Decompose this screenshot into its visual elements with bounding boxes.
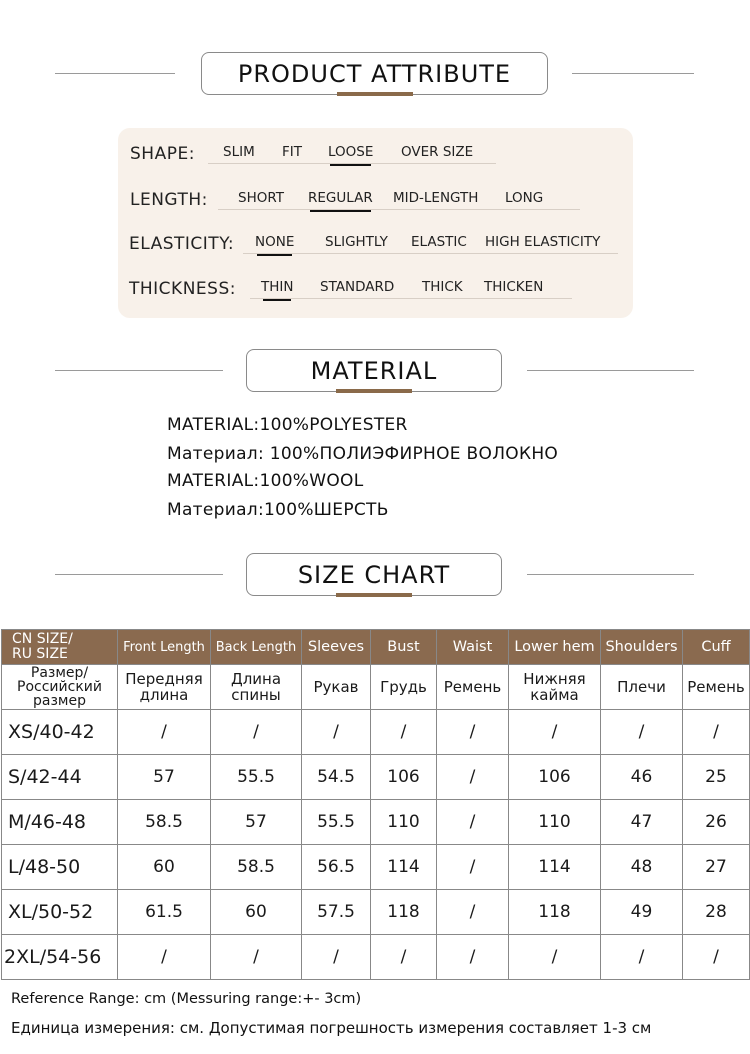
header-cell: Lower hem [509, 630, 601, 665]
value-cell: / [302, 710, 371, 755]
value-cell: 26 [683, 800, 750, 845]
header-cell: Bust [371, 630, 437, 665]
table-row [2, 755, 750, 800]
ru-header-cell [683, 665, 750, 710]
value-cell: / [211, 935, 302, 980]
ru-header-line: длина [139, 686, 189, 704]
product-attribute-heading [201, 52, 548, 95]
table-row [2, 845, 750, 890]
length-option-long: LONG [505, 190, 544, 206]
header-cell: Cuff [683, 630, 750, 665]
value-cell: / [302, 935, 371, 980]
shape-option-slim: SLIM [223, 144, 255, 160]
value-cell: 118 [371, 890, 437, 935]
table-row [2, 710, 750, 755]
size-cell: M/46-48 [2, 800, 118, 845]
heading-accent-bar [336, 389, 412, 393]
ru-header-line: кайма [530, 686, 579, 704]
value-cell: 60 [118, 845, 211, 890]
value-cell: / [683, 710, 750, 755]
size-cell: XS/40-42 [2, 710, 118, 755]
shape-label: SHAPE: [130, 144, 195, 164]
ru-header-line: Рукав [313, 678, 359, 696]
elasticity-label: ELASTICITY: [129, 234, 235, 254]
value-cell: 54.5 [302, 755, 371, 800]
ru-header-cell [437, 665, 509, 710]
value-cell: 46 [601, 755, 683, 800]
divider-left [55, 370, 223, 371]
length-underline [218, 209, 580, 210]
value-cell: 25 [683, 755, 750, 800]
value-cell: 61.5 [118, 890, 211, 935]
value-cell: 27 [683, 845, 750, 890]
thickness-underline [250, 298, 572, 299]
value-cell: / [118, 710, 211, 755]
table-row [2, 935, 750, 980]
value-cell: 55.5 [302, 800, 371, 845]
ru-header-line: Грудь [380, 678, 427, 696]
value-cell: 56.5 [302, 845, 371, 890]
material-title: MATERIAL [310, 356, 438, 385]
value-cell: 48 [601, 845, 683, 890]
divider-right [527, 370, 694, 371]
value-cell: / [437, 755, 509, 800]
ru-header-size [2, 665, 118, 710]
thickness-option-thick: THICK [422, 279, 463, 295]
ru-header-cell [509, 665, 601, 710]
material-line-ru-2: Материал:100%ШЕРСТЬ [167, 500, 389, 520]
length-option-short: SHORT [238, 190, 284, 206]
value-cell: / [601, 710, 683, 755]
header-cell: Sleeves [302, 630, 371, 665]
ru-header-cell [211, 665, 302, 710]
heading-accent-bar [336, 593, 412, 597]
header-size-line: CN SIZE/ [12, 631, 73, 647]
header-cell: Front Length [118, 630, 211, 665]
ru-header-cell [601, 665, 683, 710]
size-cell: L/48-50 [2, 845, 118, 890]
ru-header-line: Ремень [443, 678, 502, 696]
value-cell: 118 [509, 890, 601, 935]
value-cell: / [437, 710, 509, 755]
value-cell: 110 [371, 800, 437, 845]
elasticity-option-none: NONE [255, 234, 295, 250]
value-cell: 57 [211, 800, 302, 845]
value-cell: 58.5 [118, 800, 211, 845]
table-row [2, 800, 750, 845]
value-cell: 60 [211, 890, 302, 935]
ru-header-line: Российский [17, 679, 102, 695]
size-chart-heading [246, 553, 502, 596]
ru-header-line: спины [231, 686, 281, 704]
ru-header-line: Нижняя [523, 670, 586, 688]
value-cell: 114 [371, 845, 437, 890]
header-cell: Shoulders [601, 630, 683, 665]
attribute-panel [118, 128, 633, 318]
header-cell: Waist [437, 630, 509, 665]
shape-option-fit: FIT [282, 144, 302, 160]
value-cell: 106 [371, 755, 437, 800]
value-cell: / [509, 710, 601, 755]
value-cell: / [601, 935, 683, 980]
ru-header-line: Размер/ [30, 665, 89, 681]
value-cell: / [437, 845, 509, 890]
divider-right [572, 73, 694, 74]
value-cell: 57 [118, 755, 211, 800]
table-ru-header-row [2, 665, 750, 710]
value-cell: 106 [509, 755, 601, 800]
elasticity-option-high-elasticity: HIGH ELASTICITY [485, 234, 601, 250]
elasticity-option-elastic: ELASTIC [411, 234, 467, 250]
size-chart-table [1, 629, 750, 980]
value-cell: 114 [509, 845, 601, 890]
value-cell: / [371, 935, 437, 980]
size-cell: XL/50-52 [2, 890, 118, 935]
shape-option-loose: LOOSE [328, 144, 374, 160]
header-size-line: RU SIZE [12, 646, 68, 662]
value-cell: / [118, 935, 211, 980]
value-cell: 57.5 [302, 890, 371, 935]
divider-right [527, 574, 694, 575]
thickness-label: THICKNESS: [129, 279, 236, 299]
length-option-mid-length: MID-LENGTH [393, 190, 479, 206]
heading-accent-bar [337, 92, 413, 96]
thickness-option-standard: STANDARD [320, 279, 395, 295]
value-cell: 28 [683, 890, 750, 935]
ru-header-cell [302, 665, 371, 710]
value-cell: 49 [601, 890, 683, 935]
length-label: LENGTH: [130, 190, 208, 210]
value-cell: / [437, 800, 509, 845]
material-line-en-1: MATERIAL:100%POLYESTER [167, 415, 408, 435]
ru-header-line: размер [33, 693, 86, 709]
elasticity-underline [243, 253, 618, 254]
thickness-option-thicken: THICKEN [484, 279, 544, 295]
size-chart-title: SIZE CHART [297, 560, 451, 589]
value-cell: / [211, 710, 302, 755]
ru-header-cell [118, 665, 211, 710]
divider-left [55, 73, 175, 74]
value-cell: 55.5 [211, 755, 302, 800]
material-line-ru-1: Материал: 100%ПОЛИЭФИРНОЕ ВОЛОКНО [167, 444, 559, 464]
header-size [2, 630, 118, 665]
value-cell: / [371, 710, 437, 755]
material-heading [246, 349, 502, 392]
value-cell: / [509, 935, 601, 980]
reference-note-ru: Единица измерения: см. Допустимая погрешность измерения составляет 1-3 см [11, 1019, 652, 1037]
table-header-row [2, 630, 750, 665]
product-attribute-title: PRODUCT ATTRIBUTE [237, 59, 512, 88]
reference-note-en: Reference Range: cm (Messuring range:+- 3cm) [11, 991, 362, 1007]
ru-header-line: Длина [230, 670, 282, 688]
value-cell: 47 [601, 800, 683, 845]
header-cell: Back Length [211, 630, 302, 665]
ru-header-line: Плечи [617, 678, 666, 696]
size-cell: S/42-44 [2, 755, 118, 800]
material-line-en-2: MATERIAL:100%WOOL [167, 471, 364, 491]
ru-header-line: Передняя [125, 670, 203, 688]
divider-left [55, 574, 223, 575]
length-option-regular: REGULAR [308, 190, 373, 206]
value-cell: 110 [509, 800, 601, 845]
value-cell: / [437, 935, 509, 980]
ru-header-cell [371, 665, 437, 710]
value-cell: 58.5 [211, 845, 302, 890]
size-cell: 2XL/54-56 [2, 935, 118, 980]
value-cell: / [683, 935, 750, 980]
shape-underline [208, 163, 496, 164]
elasticity-option-slightly: SLIGHTLY [325, 234, 388, 250]
ru-header-line: Ремень [687, 678, 745, 696]
thickness-option-thin: THIN [261, 279, 294, 295]
value-cell: / [437, 890, 509, 935]
table-row [2, 890, 750, 935]
shape-option-over-size: OVER SIZE [401, 144, 474, 160]
